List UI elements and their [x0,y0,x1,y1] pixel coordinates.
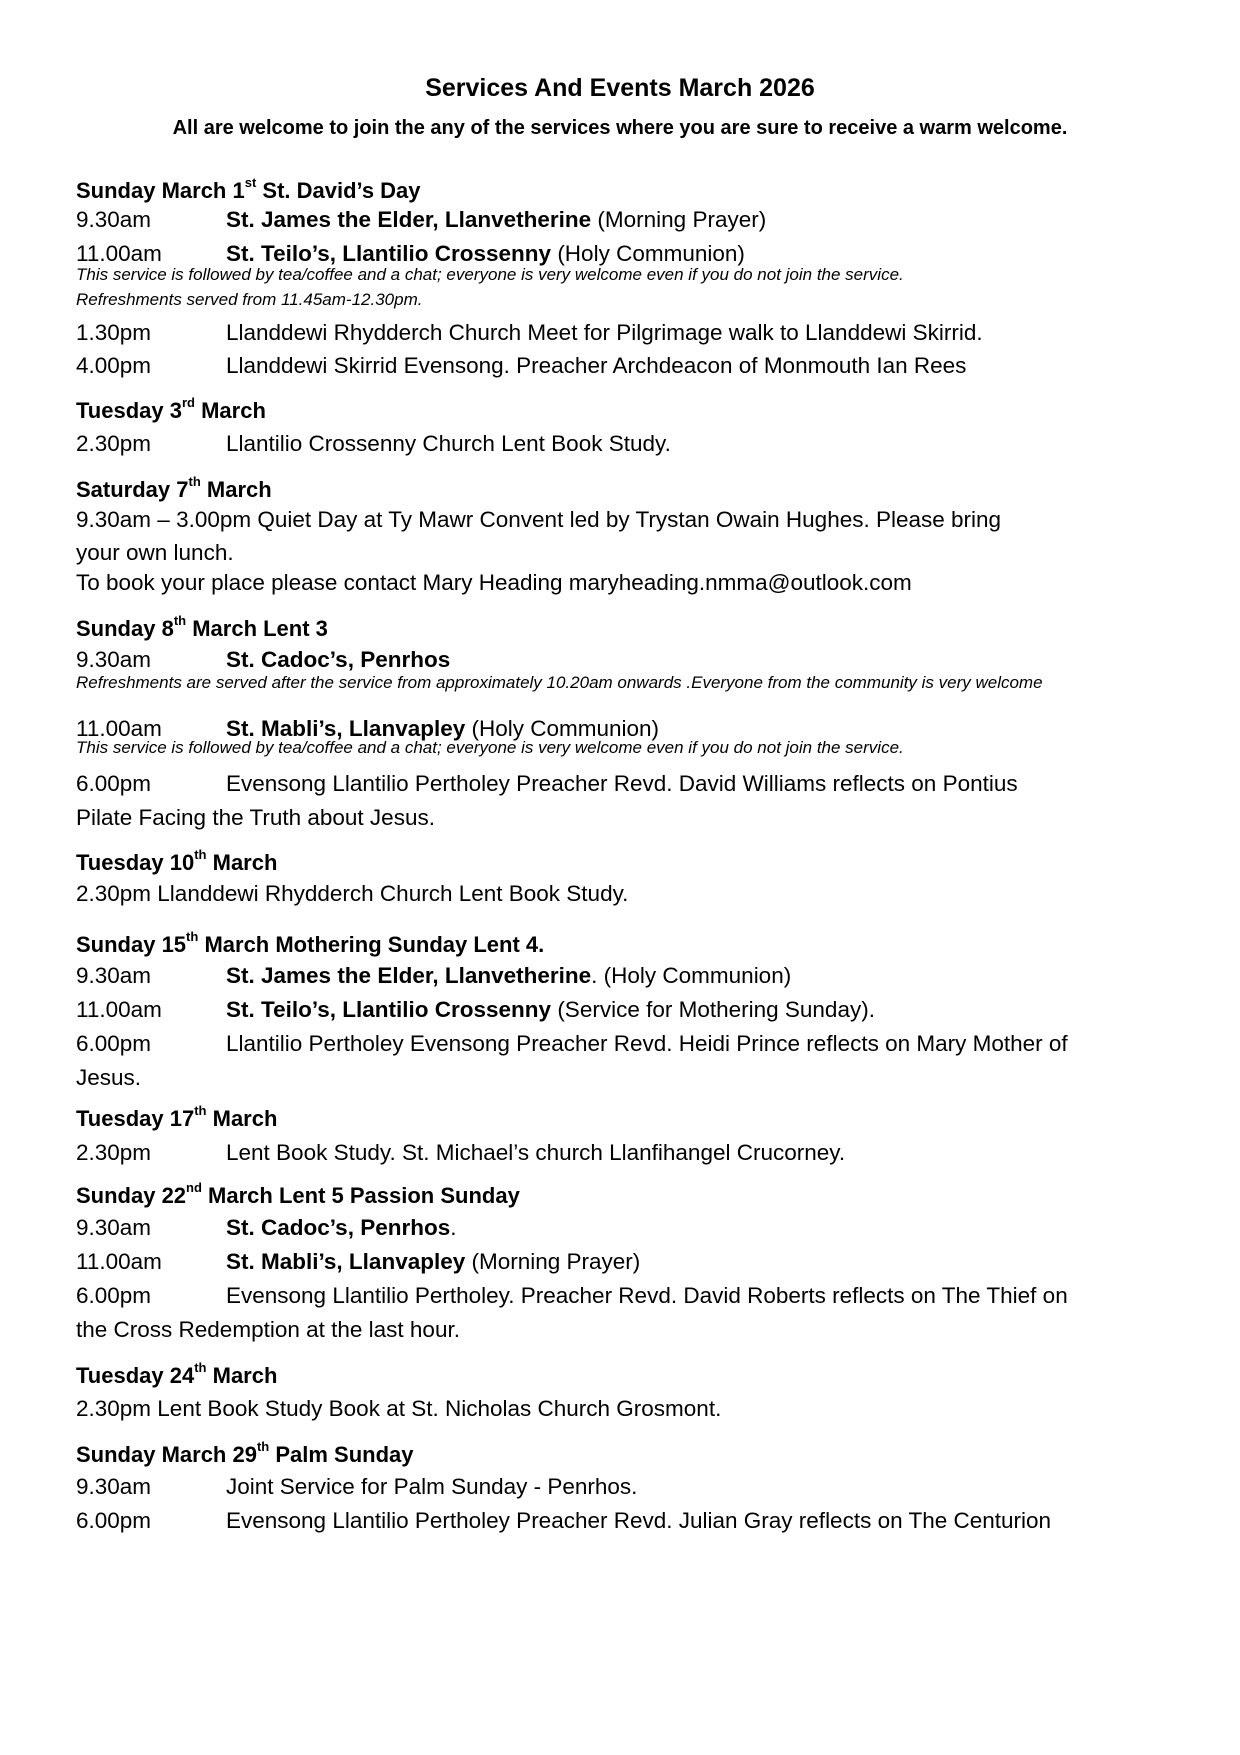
event-time: 6.00pm [76,771,152,796]
heading-title: March [194,398,266,423]
event-row: the Cross Redemption at the last hour. [76,1317,460,1342]
event-time: 6.00pm [76,1031,152,1056]
event-description: Evensong Llantilio Pertholey Preacher Revd. David Williams reflects on Pontius [226,771,1018,796]
event-row [76,647,450,673]
ordinal-suffix: th [194,847,207,862]
event-row [76,207,766,233]
section-heading [76,1103,278,1132]
event-time: 2.30pm [76,431,152,456]
event-time: 2.30pm [76,1140,152,1165]
heading-title: March Lent 5 Passion Sunday [201,1183,520,1208]
event-row: Pilate Facing the Truth about Jesus. [76,805,435,830]
ordinal-suffix: th [173,613,187,628]
heading-date: Sunday March 29 [76,1442,257,1467]
event-row [76,1031,1068,1057]
ordinal-suffix: nd [186,1180,202,1195]
event-time: 11.00am [76,997,162,1022]
event-time: 6.00pm [76,1508,152,1533]
event-description: Evensong Llantilio Pertholey Preacher Revd. Julian Gray reflects on The Centurion [226,1508,1052,1533]
event-venue: St. Teilo’s, Llantilio Crossenny [226,997,552,1022]
heading-title: Palm Sunday [269,1442,414,1467]
event-row [76,241,745,267]
heading-date: Sunday 15 [76,932,187,957]
ordinal-suffix: rd [181,395,195,410]
event-note: Refreshments served from 11.45am-12.30pm. [76,290,423,309]
ordinal-suffix: th [186,929,199,944]
section-heading [76,847,278,876]
heading-date: Tuesday 10 [76,850,195,875]
event-description: Evensong Llantilio Pertholey. Preacher Revd. David Roberts reflects on The Thief on [226,1283,1068,1308]
section-heading [76,175,421,204]
event-row [76,771,1018,797]
event-venue: St. Cadoc’s, Penrhos [226,647,451,672]
event-description: Lent Book Study. St. Michael’s church Llanfihangel Crucorney. [226,1140,846,1165]
ordinal-suffix: st [244,175,257,190]
event-row: To book your place please contact Mary Heading maryheading.nmma@outlook.com [76,570,912,595]
event-row [76,1474,637,1500]
event-note: This service is followed by tea/coffee and a chat; everyone is very welcome even if you do not join the service. [76,265,904,284]
heading-title: March [206,1363,278,1388]
event-row [76,320,983,346]
heading-title: March Lent 3 [186,616,328,641]
heading-title: March [206,1106,278,1131]
page-title: Services And Events March 2026 [425,74,815,102]
heading-title: March [200,477,272,502]
event-time: 9.30am [76,207,152,232]
event-description: . [450,1215,457,1240]
event-time: 9.30am [76,647,152,672]
heading-date: Tuesday 24 [76,1363,195,1388]
event-description: (Morning Prayer) [591,207,767,232]
event-row: 2.30pm Llanddewi Rhydderch Church Lent Book Study. [76,881,629,906]
event-row [76,963,791,989]
event-row [76,1249,640,1275]
event-row [76,1283,1068,1309]
event-note: This service is followed by tea/coffee and a chat; everyone is very welcome even if you do not join the service. [76,738,904,757]
event-description: (Service for Mothering Sunday). [551,997,875,1022]
event-venue: St. James the Elder, Llanvetherine [226,207,592,232]
heading-title: March [206,850,278,875]
section-heading [76,1360,278,1389]
heading-date: Sunday 8 [76,616,174,641]
event-venue: St. Mabli’s, Llanvapley [226,716,466,741]
section-heading [76,1180,520,1209]
ordinal-suffix: th [194,1103,207,1118]
event-time: 4.00pm [76,353,152,378]
event-venue: St. James the Elder, Llanvetherine [226,963,592,988]
heading-title: St. David’s Day [256,178,421,203]
event-description: Joint Service for Palm Sunday - Penrhos. [226,1474,638,1499]
event-time: 9.30am [76,1215,152,1240]
heading-date: Tuesday 3 [76,398,182,423]
section-heading [76,474,272,503]
event-venue: St. Cadoc’s, Penrhos [226,1215,451,1240]
event-time: 11.00am [76,1249,162,1274]
section-heading [76,395,266,424]
event-description: Llanddewi Skirrid Evensong. Preacher Archdeacon of Monmouth Ian Rees [226,353,967,378]
page-subtitle: All are welcome to join the any of the services where you are sure to receive a warm welcome. [172,117,1068,139]
section-heading [76,1439,414,1468]
section-heading [76,613,328,642]
ordinal-suffix: th [188,474,201,489]
event-row [76,431,671,457]
event-time: 11.00am [76,241,162,266]
ordinal-suffix: th [256,1439,270,1454]
event-description: Llanddewi Rhydderch Church Meet for Pilgrimage walk to Llanddewi Skirrid. [226,320,983,345]
event-row: 9.30am – 3.00pm Quiet Day at Ty Mawr Convent led by Trystan Owain Hughes. Please bring [76,507,1002,532]
event-time: 11.00am [76,716,162,741]
event-venue: St. Mabli’s, Llanvapley [226,1249,466,1274]
event-row: 2.30pm Lent Book Study Book at St. Nicholas Church Grosmont. [76,1396,722,1421]
event-row: Jesus. [76,1065,142,1090]
event-time: 6.00pm [76,1283,152,1308]
event-time: 1.30pm [76,320,152,345]
heading-date: Tuesday 17 [76,1106,195,1131]
event-description: (Morning Prayer) [465,1249,641,1274]
heading-title: March Mothering Sunday Lent 4. [198,932,545,957]
event-row: your own lunch. [76,540,234,565]
event-description: (Holy Communion) [465,716,660,741]
event-venue: St. Teilo’s, Llantilio Crossenny [226,241,552,266]
event-description: . (Holy Communion) [591,963,792,988]
heading-date: Saturday 7 [76,477,189,502]
ordinal-suffix: th [194,1360,207,1375]
event-row [76,1508,1051,1534]
event-time: 9.30am [76,963,152,988]
event-description: Llantilio Crossenny Church Lent Book Study. [226,431,671,456]
section-heading [76,929,545,958]
event-note: Refreshments are served after the service from approximately 10.20am onwards .Everyone from the community is very welcome [76,673,1043,692]
event-time: 9.30am [76,1474,152,1499]
heading-date: Sunday 22 [76,1183,187,1208]
event-description: Llantilio Pertholey Evensong Preacher Revd. Heidi Prince reflects on Mary Mother of [226,1031,1068,1056]
heading-date: Sunday March 1 [76,178,245,203]
event-row [76,1140,845,1166]
event-row [76,353,966,379]
event-row [76,1215,457,1241]
event-row [76,997,875,1023]
event-description: (Holy Communion) [551,241,745,266]
